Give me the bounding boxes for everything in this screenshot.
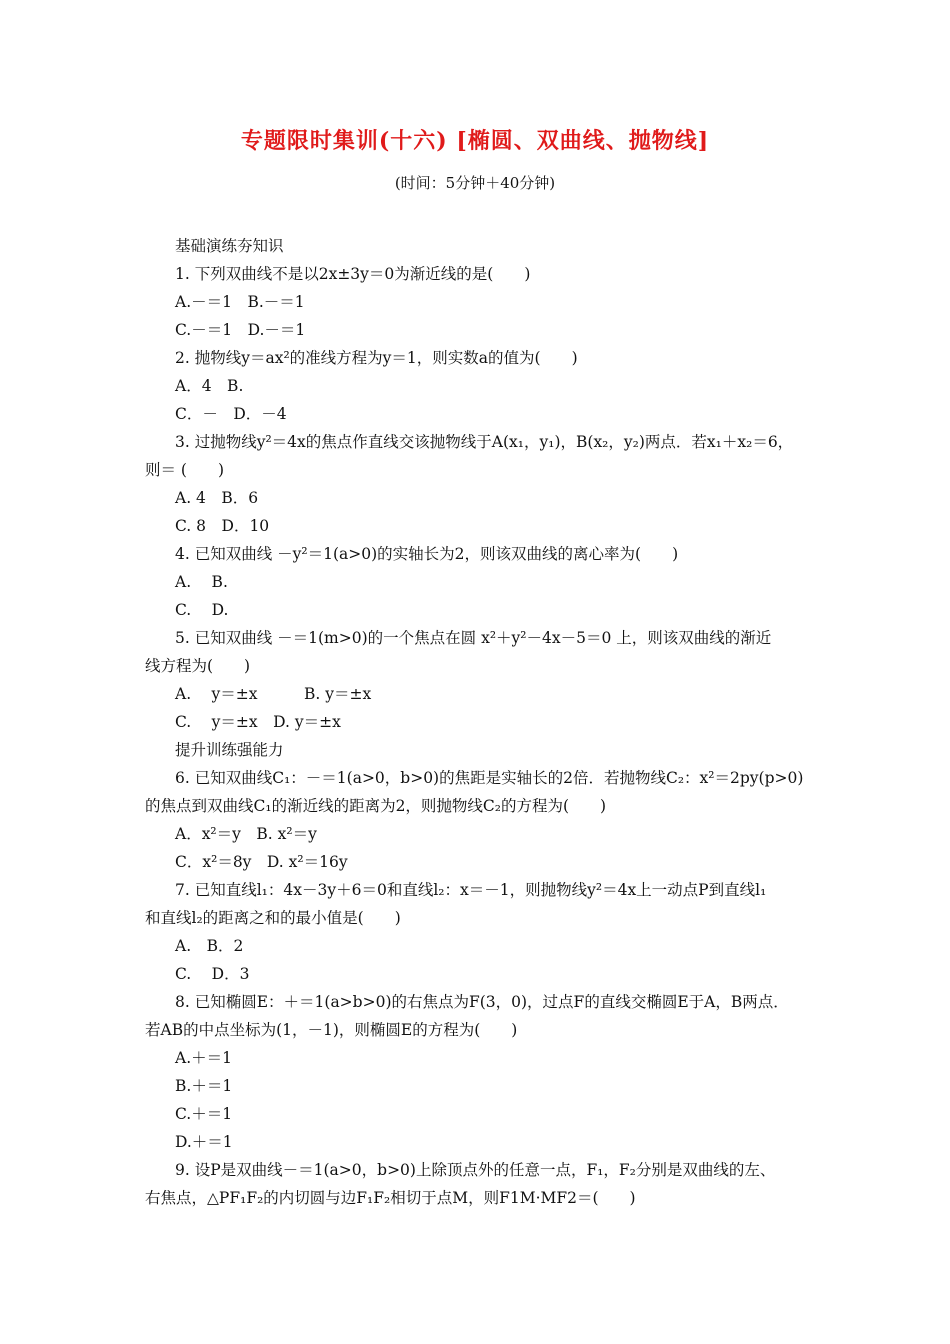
question-4: 4. 已知双曲线 －y²＝1(a>0)的实轴长为2，则该双曲线的离心率为( )	[175, 545, 679, 563]
question-8-cont: 若AB的中点坐标为(1，－1)，则椭圆E的方程为( )	[145, 1021, 518, 1039]
q8-option-d: D.＋＝1	[175, 1133, 233, 1151]
section-heading: 基础演练夯知识	[175, 237, 284, 255]
question-7: 7. 已知直线l₁：4x－3y＋6＝0和直线l₂：x＝－1，则抛物线y²＝4x上一动点P到直线l₁	[175, 881, 767, 899]
question-9-cont: 右焦点，△PF₁F₂的内切圆与边F₁F₂相切于点M，则F1M·MF2＝( )	[145, 1189, 636, 1207]
q3-options-ab: A. 4 B．6	[175, 489, 259, 507]
q1-options-cd: C.－＝1 D.－＝1	[175, 321, 306, 339]
question-8: 8. 已知椭圆E：＋＝1(a>b>0)的右焦点为F(3，0)，过点F的直线交椭圆E于A，B两点．	[175, 993, 789, 1011]
q7-options-cd: C. D．3	[175, 965, 250, 983]
question-7-cont: 和直线l₂的距离之和的最小值是( )	[145, 909, 401, 927]
q8-option-c: C.＋＝1	[175, 1105, 233, 1123]
page-title: 专题限时集训(十六) [椭圆、双曲线、抛物线]	[240, 128, 710, 154]
q5-options-cd: C. y＝±x D. y＝±x	[175, 713, 341, 731]
q6-options-cd: C．x²＝8y D. x²＝16y	[175, 853, 348, 871]
question-2: 2. 抛物线y＝ax²的准线方程为y＝1，则实数a的值为( )	[175, 349, 578, 367]
q3-options-cd: C. 8 D．10	[175, 517, 270, 535]
section-heading: 提升训练强能力	[175, 741, 284, 759]
question-3-cont: 则＝ ( )	[145, 461, 225, 479]
question-1: 1. 下列双曲线不是以2x±3y＝0为渐近线的是( )	[175, 265, 531, 283]
question-5-cont: 线方程为( )	[145, 657, 251, 675]
question-6-cont: 的焦点到双曲线C₁的渐近线的距离为2，则抛物线C₂的方程为( )	[145, 797, 607, 815]
q8-option-b: B.＋＝1	[175, 1077, 233, 1095]
q1-options-ab: A.－＝1 B.－＝1	[175, 293, 305, 311]
q8-option-a: A.＋＝1	[175, 1049, 232, 1067]
time-note: (时间：5分钟＋40分钟)	[394, 174, 556, 192]
q4-options-ab: A. B.	[175, 573, 228, 591]
q4-options-cd: C. D.	[175, 601, 229, 619]
question-5: 5. 已知双曲线 －＝1(m>0)的一个焦点在圆 x²＋y²－4x－5＝0 上，则该双曲线的渐近	[175, 629, 772, 647]
q5-options-ab: A. y＝±x B. y＝±x	[175, 685, 372, 703]
question-9: 9. 设P是双曲线－＝1(a>0，b>0)上除顶点外的任意一点，F₁，F₂分别是双曲线的左、	[175, 1161, 776, 1179]
q2-options-cd: C．－ D．－4	[175, 405, 287, 423]
q6-options-ab: A．x²＝y B. x²＝y	[175, 825, 317, 843]
question-3: 3. 过抛物线y²＝4x的焦点作直线交该抛物线于A(x₁，y₁)，B(x₂，y₂)两点．若x₁＋x₂＝6，	[175, 433, 794, 451]
q7-options-ab: A. B．2	[175, 937, 244, 955]
q2-options-ab: A．4 B.	[175, 377, 244, 395]
question-6: 6. 已知双曲线C₁：－＝1(a>0，b>0)的焦距是实轴长的2倍．若抛物线C₂：x²＝2py(p>0)	[175, 769, 804, 787]
